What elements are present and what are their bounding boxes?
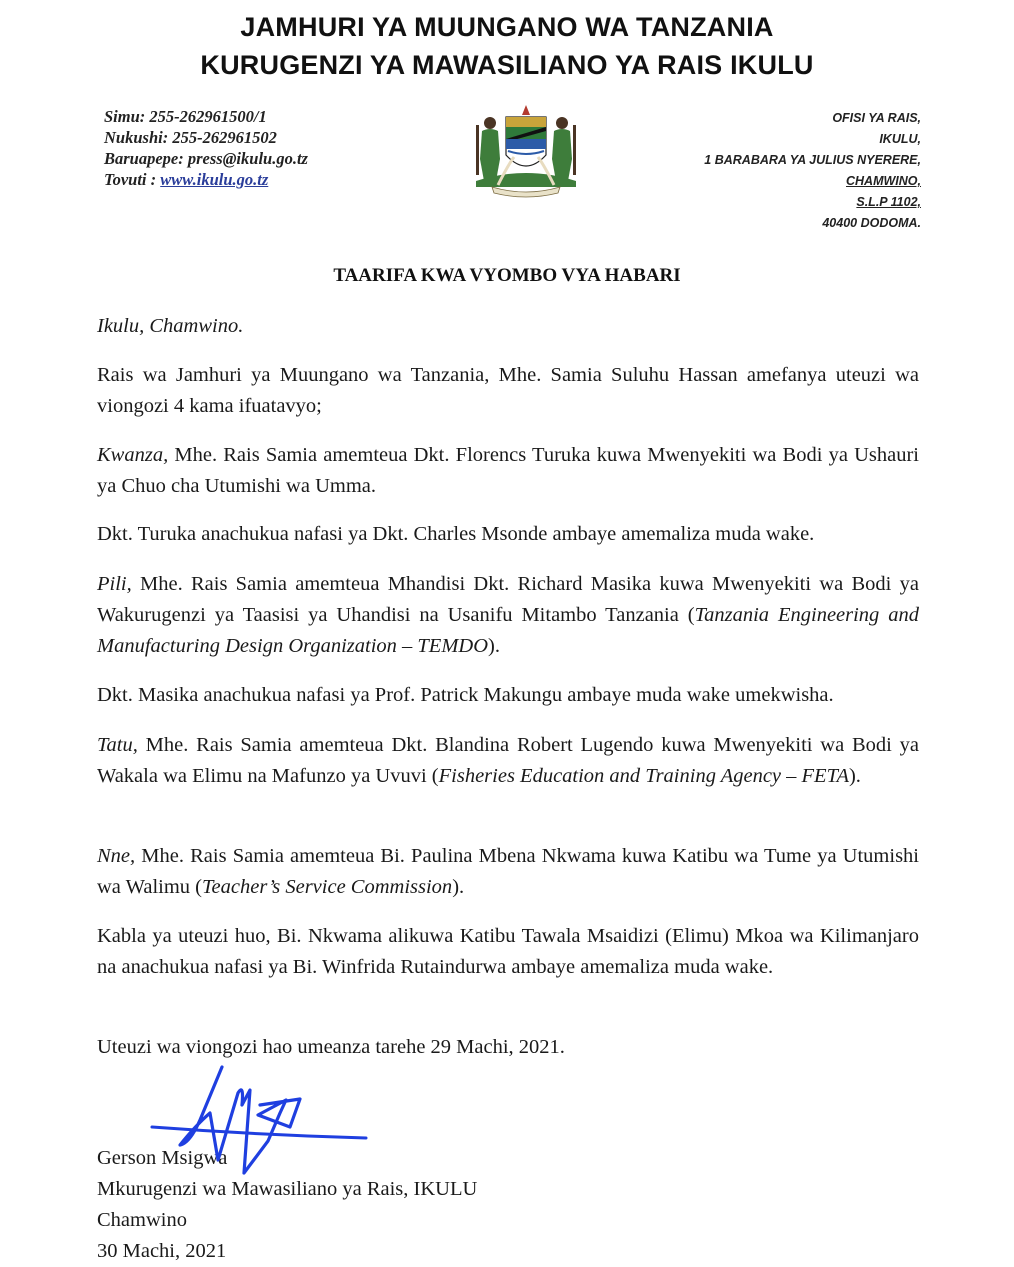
email-text: Baruapepe: press@ikulu.go.tz [104, 149, 308, 168]
place-line [97, 311, 919, 342]
paragraph-third-appointment [97, 730, 919, 792]
paragraph-lead: Pili, [97, 573, 132, 595]
paragraph-end: ). [848, 765, 861, 787]
handwritten-signature [140, 1065, 370, 1180]
paragraph-end: ). [452, 876, 465, 898]
paragraph-effective-date: Uteuzi wa viongozi hao umeanza tarehe 29 Machi, 2021. [97, 1036, 565, 1058]
address-line1: OFISI YA RAIS, [832, 111, 921, 125]
paragraph-intro: Rais wa Jamhuri ya Muungano wa Tanzania, Mhe. Samia Suluhu Hassan amefanya uteuzi wa viongozi 4 kama ifuatavyo; [97, 364, 919, 417]
signatory-name: Gerson Msigwa [97, 1147, 228, 1169]
place-text: Ikulu, Chamwino. [97, 315, 244, 337]
document-subject: TAARIFA KWA VYOMBO VYA HABARI [333, 265, 681, 286]
organization-name: Tanzania Engineering and Manufacturing Design Organization – TEMDO [97, 604, 919, 657]
address-line3: 1 BARABARA YA JULIUS NYERERE, [704, 153, 921, 167]
paragraph-end: ). [488, 635, 500, 657]
paragraph-second-appointment [97, 569, 919, 662]
paragraph-text: Mhe. Rais Samia amemteua Bi. Paulina Mbena Nkwama kuwa Katibu wa Tume ya Utumishi wa Walimu ( [97, 845, 919, 898]
contact-left-block [104, 106, 308, 190]
address-line4: CHAMWINO, [846, 174, 921, 188]
signatory-title: Mkurugenzi wa Mawasiliano ya Rais, IKULU [97, 1178, 478, 1200]
paragraph-text: Mhe. Rais Samia amemteua Mhandisi Dkt. Richard Masika kuwa Mwenyekiti wa Bodi ya Wakurugenzi ya Taasisi ya Uhandisi na Usanifu Mitambo Tanzania ( [97, 573, 919, 626]
fax-text: Nukushi: 255-262961502 [104, 128, 277, 147]
paragraph-lead: Kwanza, [97, 444, 169, 466]
header-title-line2: KURUGENZI YA MAWASILIANO YA RAIS IKULU [200, 50, 814, 80]
paragraph-text: Mhe. Rais Samia amemteua Dkt. Florencs Turuka kuwa Mwenyekiti wa Bodi ya Ushauri ya Chuo cha Utumishi wa Umma. [97, 444, 919, 497]
address-line2: IKULU, [879, 132, 921, 146]
paragraph-replacement-1: Dkt. Turuka anachukua nafasi ya Dkt. Charles Msonde ambaye amemaliza muda wake. [97, 523, 815, 545]
paragraph-text: Mhe. Rais Samia amemteua Dkt. Blandina Robert Lugendo kuwa Mwenyekiti wa Bodi ya Wakala wa Elimu na Mafunzo ya Uvuvi ( [97, 734, 919, 787]
address-line5: S.L.P 1102, [856, 195, 921, 209]
website-link[interactable]: www.ikulu.go.tz [160, 170, 269, 189]
phone-text: Simu: 255-262961500/1 [104, 107, 267, 126]
website-label: Tovuti : [104, 170, 161, 189]
paragraph-background: Kabla ya uteuzi huo, Bi. Nkwama alikuwa Katibu Tawala Msaidizi (Elimu) Mkoa wa Kilimanjaro na anachukua nafasi ya Bi. Winfrida Rutaindurwa ambaye amemaliza muda wake. [97, 925, 919, 978]
organization-name: Teacher’s Service Commission [202, 876, 453, 898]
paragraph-first-appointment [97, 440, 919, 502]
paragraph-fourth-appointment [97, 841, 919, 903]
website-row [104, 169, 308, 190]
signoff-place: Chamwino [97, 1209, 187, 1231]
paragraph-replacement-2: Dkt. Masika anachukua nafasi ya Prof. Patrick Makungu ambaye muda wake umekwisha. [97, 684, 834, 706]
header-title-line1: JAMHURI YA MUUNGANO WA TANZANIA [240, 12, 774, 42]
paragraph-lead: Nne, [97, 845, 136, 867]
contact-right-block [704, 108, 921, 234]
signoff-date: 30 Machi, 2021 [97, 1240, 227, 1262]
address-line6: 40400 DODOMA. [822, 216, 921, 230]
paragraph-lead: Tatu, [97, 734, 138, 756]
organization-name: Fisheries Education and Training Agency – FETA [438, 765, 849, 787]
tanzania-coat-of-arms-icon [468, 95, 584, 199]
